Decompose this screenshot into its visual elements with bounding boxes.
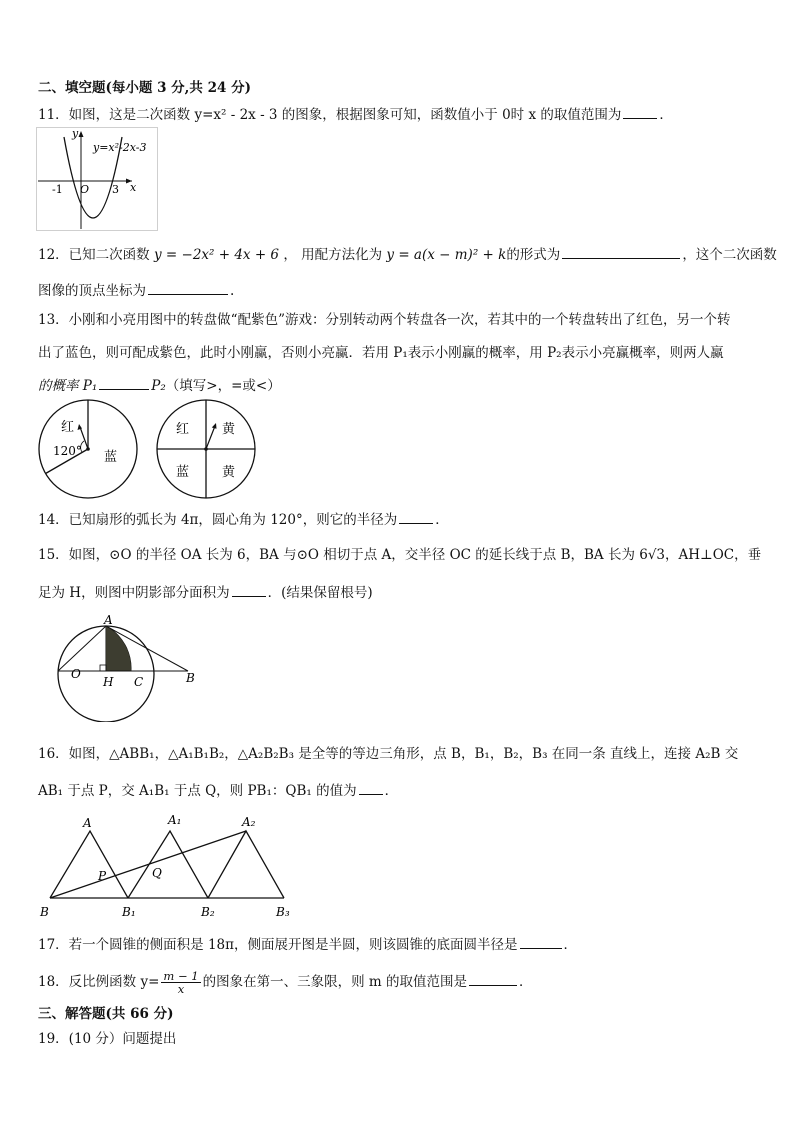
- triangle-a2b2b3: [208, 831, 284, 898]
- question-13-line3: [38, 375, 281, 396]
- tick-3: 3: [112, 183, 119, 196]
- spinner-2-blue-label: 蓝: [176, 465, 190, 480]
- question-15-line1: 15．如图，⊙O 的半径 OA 长为 6，BA 与⊙O 相切于点 A，交半径 OC 的延长线于点 B，BA 长为 6√3，AH⊥OC，垂: [38, 547, 762, 563]
- spinner-2-red-label: 红: [176, 422, 190, 437]
- right-angle-mark: [100, 665, 106, 671]
- spinner-2-pointer: [206, 426, 215, 449]
- equation-2: y = a(x − m)² + k: [386, 247, 507, 263]
- spinner-1-angle-label: 120°: [53, 444, 82, 458]
- question-16-line1: 16．如图，△ABB₁，△A₁B₁B₂，△A₂B₂B₃ 是全等的等边三角形，点 B，B₁，B₂，B₃ 在同一条 直线上，连接 A₂B 交: [38, 746, 739, 762]
- x-axis-label: x: [130, 181, 137, 194]
- spinner-1-blue-label: 蓝: [104, 450, 118, 465]
- point-a1-label: A₁: [168, 813, 182, 827]
- question-text-end: ．: [518, 974, 533, 990]
- question-16-line2: [38, 780, 398, 801]
- question-12-line2: [38, 280, 234, 301]
- fraction-denominator: x: [177, 982, 185, 996]
- curve-label: y=x²-2x-3: [93, 141, 147, 154]
- question-17: [38, 934, 577, 955]
- question-text: 18．反比例函数 y=: [38, 974, 160, 990]
- question-18: [38, 970, 532, 995]
- spinner-1-center: [86, 447, 90, 451]
- spinner-2-pointer-head: [212, 423, 217, 429]
- answer-blank[interactable]: [562, 244, 680, 259]
- section-heading-3: 三、解答题(共 66 分): [38, 1006, 174, 1022]
- point-b-label: B: [186, 671, 195, 685]
- question-text: ．(结果保留根号): [267, 585, 373, 601]
- point-b-label: B: [40, 905, 49, 919]
- question-text: 的形式为: [506, 247, 561, 263]
- question-text: AB₁ 于点 P，交 A₁B₁ 于点 Q，则 PB₁：QB₁ 的值为: [38, 783, 357, 799]
- triangles-figure: [36, 806, 298, 922]
- spinner-2-center: [204, 447, 208, 451]
- point-c-label: C: [134, 675, 144, 689]
- question-text: 12．已知二次函数: [38, 247, 150, 263]
- point-p-label: P: [98, 869, 107, 883]
- question-19: 19．(10 分）问题提出: [38, 1031, 177, 1047]
- question-text: 图像的顶点坐标为: [38, 283, 146, 299]
- answer-blank[interactable]: [399, 509, 433, 524]
- question-text: 的概率 P₁: [38, 378, 98, 394]
- question-text: 14．已知扇形的弧长为 4π，圆心角为 120°，则它的半径为: [38, 512, 398, 528]
- question-15-line2: [38, 582, 373, 603]
- fraction-numerator: m − 1: [163, 969, 199, 983]
- question-text: 的图象在第一、三象限，则 m 的取值范围是: [202, 974, 467, 990]
- point-a-label: A: [104, 613, 113, 627]
- spinner-2-yellow-label: 黄: [222, 422, 236, 437]
- spinner-1-red-label: 红: [61, 420, 75, 435]
- question-12: [38, 244, 777, 265]
- point-b1-label: B₁: [122, 905, 136, 919]
- answer-blank[interactable]: [148, 280, 228, 295]
- answer-blank[interactable]: [623, 104, 657, 119]
- point-o-label: O: [71, 667, 81, 681]
- answer-blank[interactable]: [232, 582, 266, 597]
- question-text: 11．如图，这是二次函数 y=x² - 2x - 3 的图象，根据图象可知，函数值小于 0时 x 的取值范围为: [38, 107, 622, 123]
- spinner-2: [154, 397, 258, 501]
- answer-blank[interactable]: [359, 780, 383, 795]
- section-heading: 二、填空题(每小题 3 分,共 24 分): [38, 80, 251, 96]
- triangle-abb1: [50, 831, 128, 898]
- point-a2-label: A₂: [242, 815, 256, 829]
- question-text: P₂: [151, 378, 166, 394]
- triangle-a1b1b2: [128, 831, 208, 898]
- spinner-2-yellow-label-2: 黄: [222, 465, 236, 480]
- fraction: [161, 970, 200, 995]
- question-text-end: ．: [435, 512, 449, 528]
- origin-label: O: [80, 183, 90, 196]
- question-text: 17．若一个圆锥的侧面积是 18π，侧面展开图是半圆，则该圆锥的底面圆半径是: [38, 937, 518, 953]
- line-a2b: [50, 831, 246, 898]
- question-text-end: ．: [384, 783, 399, 799]
- point-b3-label: B₃: [276, 905, 290, 919]
- question-13-line1: 13．小刚和小亮用图中的转盘做“配紫色”游戏：分别转动两个转盘各一次，若其中的一个转盘转出了红色，另一个转: [38, 312, 731, 328]
- point-h-label: H: [103, 675, 114, 689]
- question-13-line2: 出了蓝色，则可配成紫色，此时小刚赢，否则小亮赢．若用 P₁表示小刚赢的概率，用 P₂表示小亮赢概率，则两人赢: [38, 345, 724, 361]
- question-text-end: ．: [659, 107, 673, 123]
- answer-blank[interactable]: [469, 971, 517, 986]
- question-text: ， 用配方法化为: [283, 247, 383, 263]
- y-axis-arrow: [79, 131, 84, 137]
- answer-blank[interactable]: [99, 375, 149, 390]
- question-14: [38, 509, 449, 530]
- question-11: [38, 104, 673, 125]
- question-text: （填写>，=或<）: [165, 378, 281, 394]
- question-text: ，这个二次函数: [682, 247, 777, 263]
- parabola-figure: [36, 127, 158, 231]
- point-a-label: A: [83, 816, 92, 830]
- question-text: 足为 H，则图中阴影部分面积为: [38, 585, 230, 601]
- circle-tangent-figure: [38, 610, 208, 722]
- question-text-end: .: [230, 283, 235, 299]
- equation-1: y = −2x² + 4x + 6: [153, 247, 280, 263]
- question-text-end: ．: [563, 937, 578, 953]
- tick-neg1: -1: [52, 183, 63, 196]
- answer-blank[interactable]: [520, 934, 562, 949]
- point-q-label: Q: [152, 866, 162, 880]
- point-b2-label: B₂: [201, 905, 215, 919]
- y-axis-label: y: [72, 127, 79, 140]
- spinner-1: [36, 397, 140, 501]
